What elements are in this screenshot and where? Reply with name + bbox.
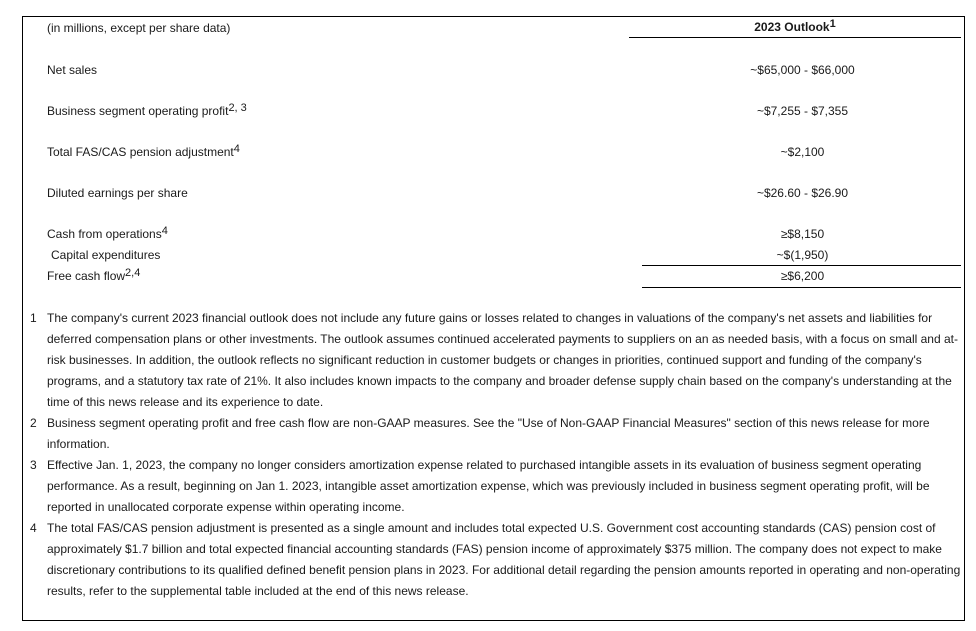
column-header: 2023 Outlook$^1$ xyxy=(754,18,836,34)
row-label-free-cash-flow: Free cash flow$^{2,4}$ xyxy=(47,267,141,283)
row-label-cash-from-operations: Cash from operations$^4$ xyxy=(47,225,168,241)
footnote-2-text: Business segment operating profit and free cash flow are non-GAAP measures. See the "Use of Non-GAAP Financial Measures" section of this news release for more information. xyxy=(47,416,930,451)
row-label-fas-cas-pension-adjustment: Total FAS/CAS pension adjustment$^4$ xyxy=(47,143,240,159)
row-value-capital-expenditures: ~$(1,950) xyxy=(776,248,829,262)
row-label-diluted-eps: Diluted earnings per share xyxy=(47,186,188,200)
footnote-1-text: The company's current 2023 financial outlook does not include any future gains or losses related to changes in valuations of the company's net assets and liabilities for deferred compensation plans or other investments. The outlook assumes continued accelerated payments to suppliers on an as needed basis, with a focus on small and at-risk businesses. In addition, the outlook reflects no significant reduction in customer budgets or changes in priorities, continued support and funding of the company's programs, and a statutory tax rate of 21%. It also includes known impacts to the company and broader defense supply chain based on the company's understanding at the time of this news release and its experience to date. xyxy=(47,311,958,409)
total-rule xyxy=(642,287,961,288)
footnote-2-number: 2 xyxy=(30,416,37,430)
row-value-cash-from-operations: ≥$8,150 xyxy=(780,227,825,241)
row-value-diluted-eps: ~$26.60 - $26.90 xyxy=(756,186,849,200)
header-underline xyxy=(629,37,961,38)
footnote-4-number: 4 xyxy=(30,521,37,535)
row-label-net-sales: Net sales xyxy=(47,63,98,77)
row-label-capital-expenditures: Capital expenditures xyxy=(51,248,161,262)
footnote-4-text: The total FAS/CAS pension adjustment is presented as a single amount and includes total expected U.S. Government cost accounting standards (CAS) pension cost of approximately $1.7 billion and total expected financial accounting standards (FAS) pension income of approximately $375 million. The company does not expect to make discretionary contributions to its qualified defined benefit pension plans in 2023. For additional detail regarding the pension amounts reported in operating and non-operating results, refer to the supplemental table included at the end of this news release. xyxy=(47,521,961,598)
footnote-3-text: Effective Jan. 1, 2023, the company no longer considers amortization expense related to purchased intangible assets in its evaluation of business segment operating performance. As a result, beginning on Jan 1. 2023, intangible asset amortization expense, which was previously included in business segment operating profit, will be reported in unallocated corporate expense within operating income. xyxy=(47,458,930,514)
row-label-business-segment-operating-profit: Business segment operating profit$^{2, 3}$ xyxy=(47,102,247,118)
row-value-fas-cas-pension-adjustment: ~$2,100 xyxy=(780,145,825,159)
units-note: (in millions, except per share data) xyxy=(47,21,231,35)
subtotal-rule xyxy=(642,265,961,266)
row-value-business-segment-operating-profit: ~$7,255 - $7,355 xyxy=(756,104,849,118)
row-value-free-cash-flow: ≥$6,200 xyxy=(780,269,825,283)
footnote-3-number: 3 xyxy=(30,458,37,472)
row-value-net-sales: ~$65,000 - $66,000 xyxy=(750,63,855,77)
footnote-1-number: 1 xyxy=(30,311,37,325)
